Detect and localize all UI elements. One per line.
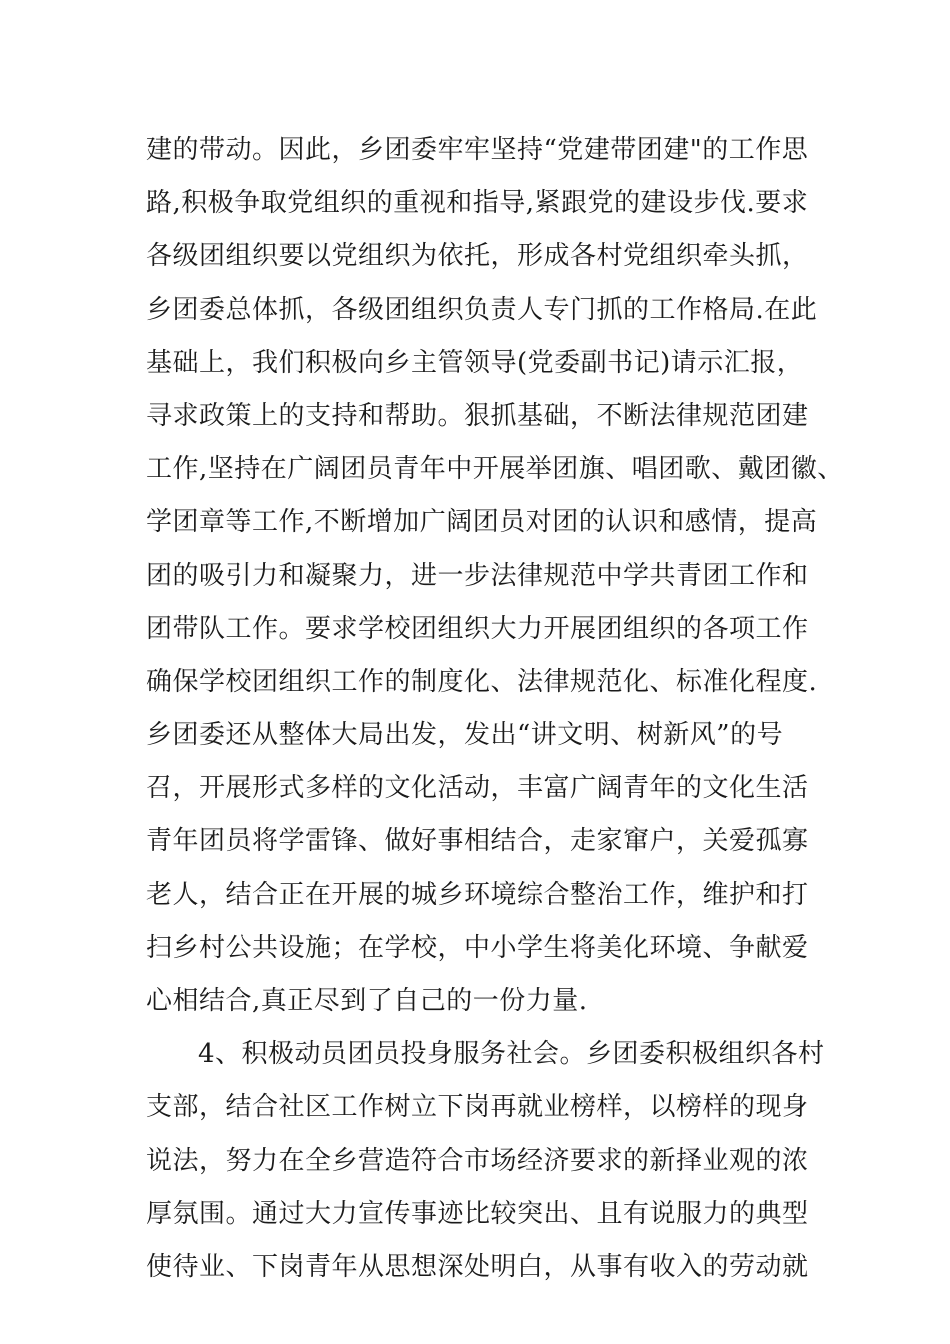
text-line: 老人，结合正在开展的城乡环境综合整治工作，维护和打	[146, 879, 809, 910]
text-line: 使待业、下岗青年从思想深处明白，从事有收入的劳动就	[146, 1251, 809, 1282]
text-line: 确保学校团组织工作的制度化、法律规范化、标准化程度.	[146, 666, 818, 697]
text-line: 建的带动。因此，乡团委牢牢坚持“党建带团建"的工作思	[146, 135, 809, 165]
text-line: 扫乡村公共设施；在学校，中小学生将美化环境、争献爱	[146, 932, 809, 963]
text-line: 基础上，我们积极向乡主管领导(党委副书记)请示汇报，	[146, 347, 804, 378]
text-line: 团带队工作。要求学校团组织大力开展团组织的各项工作	[146, 613, 809, 644]
text-line: 工作,坚持在广阔团员青年中开展举团旗、唱团歌、戴团徽、	[146, 454, 844, 485]
text-line: 青年团员将学雷锋、做好事相结合，走家窜户，关爱孤寡	[146, 826, 809, 857]
text-line: 学团章等工作,不断增加广阔团员对团的认识和感情，提高	[146, 507, 818, 538]
text-line: 寻求政策上的支持和帮助。狠抓基础，不断法律规范团建	[146, 400, 809, 431]
text-line: 支部，结合社区工作树立下岗再就业榜样，以榜样的现身	[146, 1092, 809, 1123]
text-line: 说法，努力在全乡营造符合市场经济要求的新择业观的浓	[146, 1145, 809, 1176]
text-line: 乡团委还从整体大局出发，发出“讲文明、树新风”的号	[146, 720, 784, 751]
text-line: 路,积极争取党组织的重视和指导,紧跟党的建设步伐.要求	[146, 188, 809, 219]
text-line: 召，开展形式多样的文化活动，丰富广阔青年的文化生活	[146, 773, 809, 804]
text-line: 团的吸引力和凝聚力，进一步法律规范中学共青团工作和	[146, 560, 809, 591]
text-line: 厚氛围。通过大力宣传事迹比较突出、且有说服力的典型	[146, 1198, 809, 1229]
body-text	[146, 124, 844, 1294]
text-line: 各级团组织要以党组织为依托，形成各村党组织牵头抓，	[146, 241, 809, 272]
text-line: 乡团委总体抓，各级团组织负责人专门抓的工作格局.在此	[146, 294, 818, 325]
text-line: 心相结合,真正尽到了自己的一份力量.	[146, 986, 588, 1016]
section-heading-line: 4、积极动员团员投身服务社会。乡团委积极组织各村	[198, 1039, 825, 1070]
